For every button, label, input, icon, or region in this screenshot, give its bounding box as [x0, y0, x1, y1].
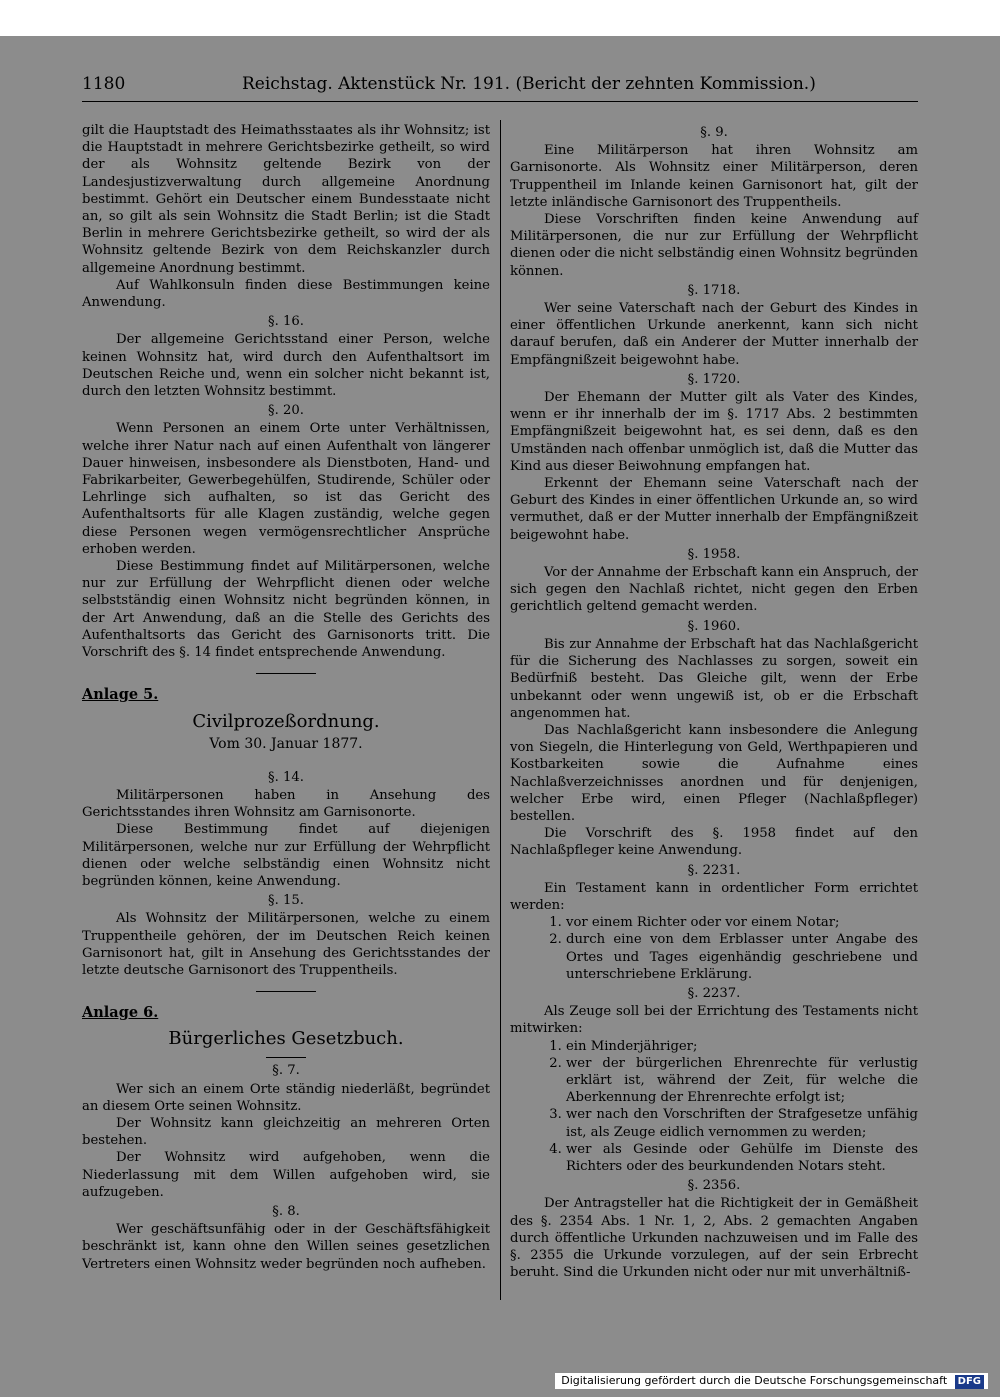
- section-heading: §. 14.: [268, 769, 304, 785]
- list-item: 1. vor einem Richter oder vor einem Notar;: [566, 914, 918, 931]
- left-column: [82, 122, 490, 1273]
- paragraph: Wer seine Vaterschaft nach der Geburt des Kindes in einer öffentlichen Urkunde anerkennt, kann sich nicht darauf berufen, daß ein Anderer der Mutter innerhalb der Empfängnißzeit beigewohnt habe.: [510, 301, 918, 368]
- section-heading: §. 1960.: [687, 618, 741, 634]
- separator: [256, 991, 316, 992]
- credit-text: Digitalisierung gefördert durch die Deutsche Forschungsgemeinschaft: [561, 1374, 948, 1387]
- law-title: Bürgerliches Gesetzbuch.: [168, 1028, 404, 1050]
- paragraph: Der Antragsteller hat die Richtigkeit der in Gemäßheit des §. 2354 Abs. 1 Nr. 1, 2, Abs. 2 gemachten Angaben durch öffentliche Urkunden nachzuweisen und im Falle des §. 2355 die Urkunde vorzulegen, auf der sein Erbrecht beruht. Sind die Urkunden nicht oder nur mit unverhältniß-: [510, 1196, 918, 1281]
- running-title: Reichstag. Aktenstück Nr. 191. (Bericht der zehnten Kommission.): [242, 74, 816, 94]
- section-heading: §. 20.: [268, 403, 304, 419]
- section-heading: §. 2237.: [687, 985, 741, 1001]
- paragraph: Der Wohnsitz kann gleichzeitig an mehreren Orten bestehen.: [82, 1115, 490, 1149]
- list-item: 4. wer als Gesinde oder Gehülfe im Dienste des Richters oder des beurkundenden Notars steht.: [566, 1141, 918, 1175]
- paragraph: Erkennt der Ehemann seine Vaterschaft nach der Geburt des Kindes in einer öffentlichen Urkunde an, so wird vermuthet, daß er der Mutter innerhalb der Empfängnißzeit beigewohnt habe.: [510, 476, 918, 543]
- paragraph: Wer sich an einem Orte ständig niederläßt, begründet an diesem Orte seinen Wohnsitz.: [82, 1081, 490, 1114]
- list-item: 2. durch eine von dem Erblasser unter Angabe des Ortes und Tages eigenhändig geschriebene und unterschriebene Erklärung.: [566, 931, 918, 983]
- digitization-credit: [555, 1373, 988, 1389]
- paragraph: Als Wohnsitz der Militärpersonen, welche zu einem Truppentheile gehören, der im Deutschen Reich keinen Garnisonort hat, gilt in Ansehung des Gerichtsstandes der letzte deutsche Garnisonort des Truppentheils.: [82, 911, 490, 978]
- numbered-list: [510, 1038, 918, 1176]
- paragraph: gilt die Hauptstadt des Heimathsstaates als ihr Wohnsitz; ist die Hauptstadt in mehrere Gerichtsbezirke getheilt, so wird der als Wohnsitz geltende Bezirk von der Landesjustizverwaltung durch allgemeine Anordnung bestimmt. Gehört ein Deutscher einem Bundesstaate nicht an, so gilt als sein Wohnsitz die Stadt Berlin; ist die Stadt Berlin in mehrere Gerichtsbezirke getheilt, so wird der als Wohnsitz geltende Bezirk von dem Reichskanzler durch allgemeine Anordnung bestimmt.: [82, 123, 490, 276]
- numbered-list: [510, 914, 918, 983]
- page-header: [82, 74, 816, 100]
- section-heading: §. 16.: [268, 314, 304, 330]
- column-divider: [500, 120, 501, 1300]
- section-heading: §. 7.: [272, 1063, 300, 1079]
- appendix-label: Anlage 6.: [82, 1004, 159, 1022]
- paragraph: Diese Vorschriften finden keine Anwendung auf Militärpersonen, die nur zur Erfüllung der Wehrpflicht dienen oder die nicht selbständig einen Wohnsitz begründen können.: [510, 212, 918, 279]
- paragraph: Das Nachlaßgericht kann insbesondere die Anlegung von Siegeln, die Hinterlegung von Geld, Werthpapieren und Kostbarkeiten sowie die Aufnahme eines Nachlaßverzeichnisses anordnen und für denjenigen, welcher Erbe wird, einen Pfleger (Nachlaßpfleger) bestellen.: [510, 722, 918, 824]
- top-margin: [0, 0, 1000, 36]
- section-heading: §. 9.: [700, 125, 728, 140]
- list-item: 2. wer der bürgerlichen Ehrenrechte für verlustig erklärt ist, während der Zeit, für welche die Aberkennung der Ehrenrechte erfolgt ist;: [566, 1055, 918, 1107]
- section-heading: §. 1718.: [687, 282, 741, 298]
- paragraph: Diese Bestimmung findet auf diejenigen Militärpersonen, welche nur zur Erfüllung der Wehrpflicht dienen oder welche selbständig einen Wohnsitz nicht begründen können, keine Anwendung.: [82, 822, 490, 889]
- paragraph: Ein Testament kann in ordentlicher Form errichtet werden:: [510, 880, 918, 913]
- page-number: 1180: [82, 74, 126, 94]
- paragraph: Als Zeuge soll bei der Errichtung des Testaments nicht mitwirken:: [510, 1004, 918, 1037]
- paragraph: Auf Wahlkonsuln finden diese Bestimmungen keine Anwendung.: [82, 277, 490, 311]
- section-heading: §. 1720.: [687, 371, 741, 387]
- paragraph: Vor der Annahme der Erbschaft kann ein Anspruch, der sich gegen den Nachlaß richtet, nicht gegen den Erben gerichtlich geltend gemacht werden.: [510, 565, 918, 615]
- separator: [266, 1057, 306, 1058]
- law-title: Civilprozeßordnung.: [192, 710, 380, 732]
- paragraph: Der Ehemann der Mutter gilt als Vater des Kindes, wenn er ihr innerhalb der im §. 1717 Abs. 2 bestimmten Empfängnißzeit beigewohnt hat, es sei denn, daß es den Umständen nach offenbar unmöglich ist, daß die Mutter das Kind aus dieser Beiwohnung empfangen hat.: [510, 390, 918, 474]
- section-heading: §. 8.: [272, 1203, 300, 1219]
- header-rule: [82, 101, 918, 102]
- list-item: 3. wer nach den Vorschriften der Strafgesetze unfähig ist, als Zeuge eidlich vernommen zu werden;: [566, 1106, 918, 1140]
- section-heading: §. 2356.: [687, 1178, 741, 1194]
- section-heading: §. 2231.: [687, 862, 741, 878]
- paragraph: Wer geschäftsunfähig oder in der Geschäftsfähigkeit beschränkt ist, kann ohne den Willen seines gesetzlichen Vertreters einen Wohnsitz weder begründen noch aufheben.: [82, 1222, 490, 1272]
- paragraph: Der allgemeine Gerichtsstand einer Person, welche keinen Wohnsitz hat, wird durch den Aufenthaltsort im Deutschen Reiche und, wenn ein solcher nicht bekannt ist, durch den letzten Wohnsitz bestimmt.: [82, 332, 490, 400]
- paragraph: Die Vorschrift des §. 1958 findet auf den Nachlaßpfleger keine Anwendung.: [510, 826, 918, 859]
- paragraph: Diese Bestimmung findet auf Militärpersonen, welche nur zur Erfüllung der Wehrpflicht dienen oder welche selbstständig einen Wohnsitz nicht begründen können, in der Art Anwendung, daß an die Stelle des Gerichts des Aufenthaltsorts das Gericht des Garnisonorts tritt. Die Vorschrift des §. 14 findet entsprechende Anwendung.: [82, 559, 490, 661]
- paragraph: Wenn Personen an einem Orte unter Verhältnissen, welche ihrer Natur nach auf einen Aufenthalt von längerer Dauer hinweisen, insbesondere als Dienstboten, Hand- und Fabrikarbeiter, Gewerbegehülfen, Studirende, Schüler oder Lehrlinge sich aufhalten, so ist das Gericht des Aufenthaltsorts für alle Klagen zuständig, welche gegen diese Personen wegen vermögensrechtlicher Ansprüche erhoben werden.: [82, 421, 490, 557]
- law-date: Vom 30. Januar 1877.: [209, 735, 363, 752]
- appendix-label: Anlage 5.: [82, 686, 159, 704]
- paragraph: Militärpersonen haben in Ansehung des Gerichtsstandes ihren Wohnsitz am Garnisonorte.: [82, 787, 490, 821]
- section-heading: §. 1958.: [687, 546, 741, 562]
- paragraph: Bis zur Annahme der Erbschaft hat das Nachlaßgericht für die Sicherung des Nachlasses zu sorgen, soweit ein Bedürfniß besteht. Das Gleiche gilt, wenn der Erbe unbekannt oder wenn ungewiß ist, ob er die Erbschaft angenommen hat.: [510, 636, 918, 721]
- paragraph: Eine Militärperson hat ihren Wohnsitz am Garnisonorte. Als Wohnsitz einer Militärperson, deren Truppentheil im Inlande keinen Garnisonort hat, gilt der letzte inländische Garnisonort des Truppentheils.: [510, 143, 918, 210]
- paragraph: Der Wohnsitz wird aufgehoben, wenn die Niederlassung mit dem Willen aufgehoben wird, sie aufzugeben.: [82, 1150, 490, 1200]
- right-column: [510, 122, 918, 1281]
- separator: [256, 673, 316, 674]
- dfg-logo: DFG: [955, 1375, 984, 1389]
- list-item: 1. ein Minderjähriger;: [566, 1038, 918, 1055]
- section-heading: §. 15.: [268, 893, 304, 909]
